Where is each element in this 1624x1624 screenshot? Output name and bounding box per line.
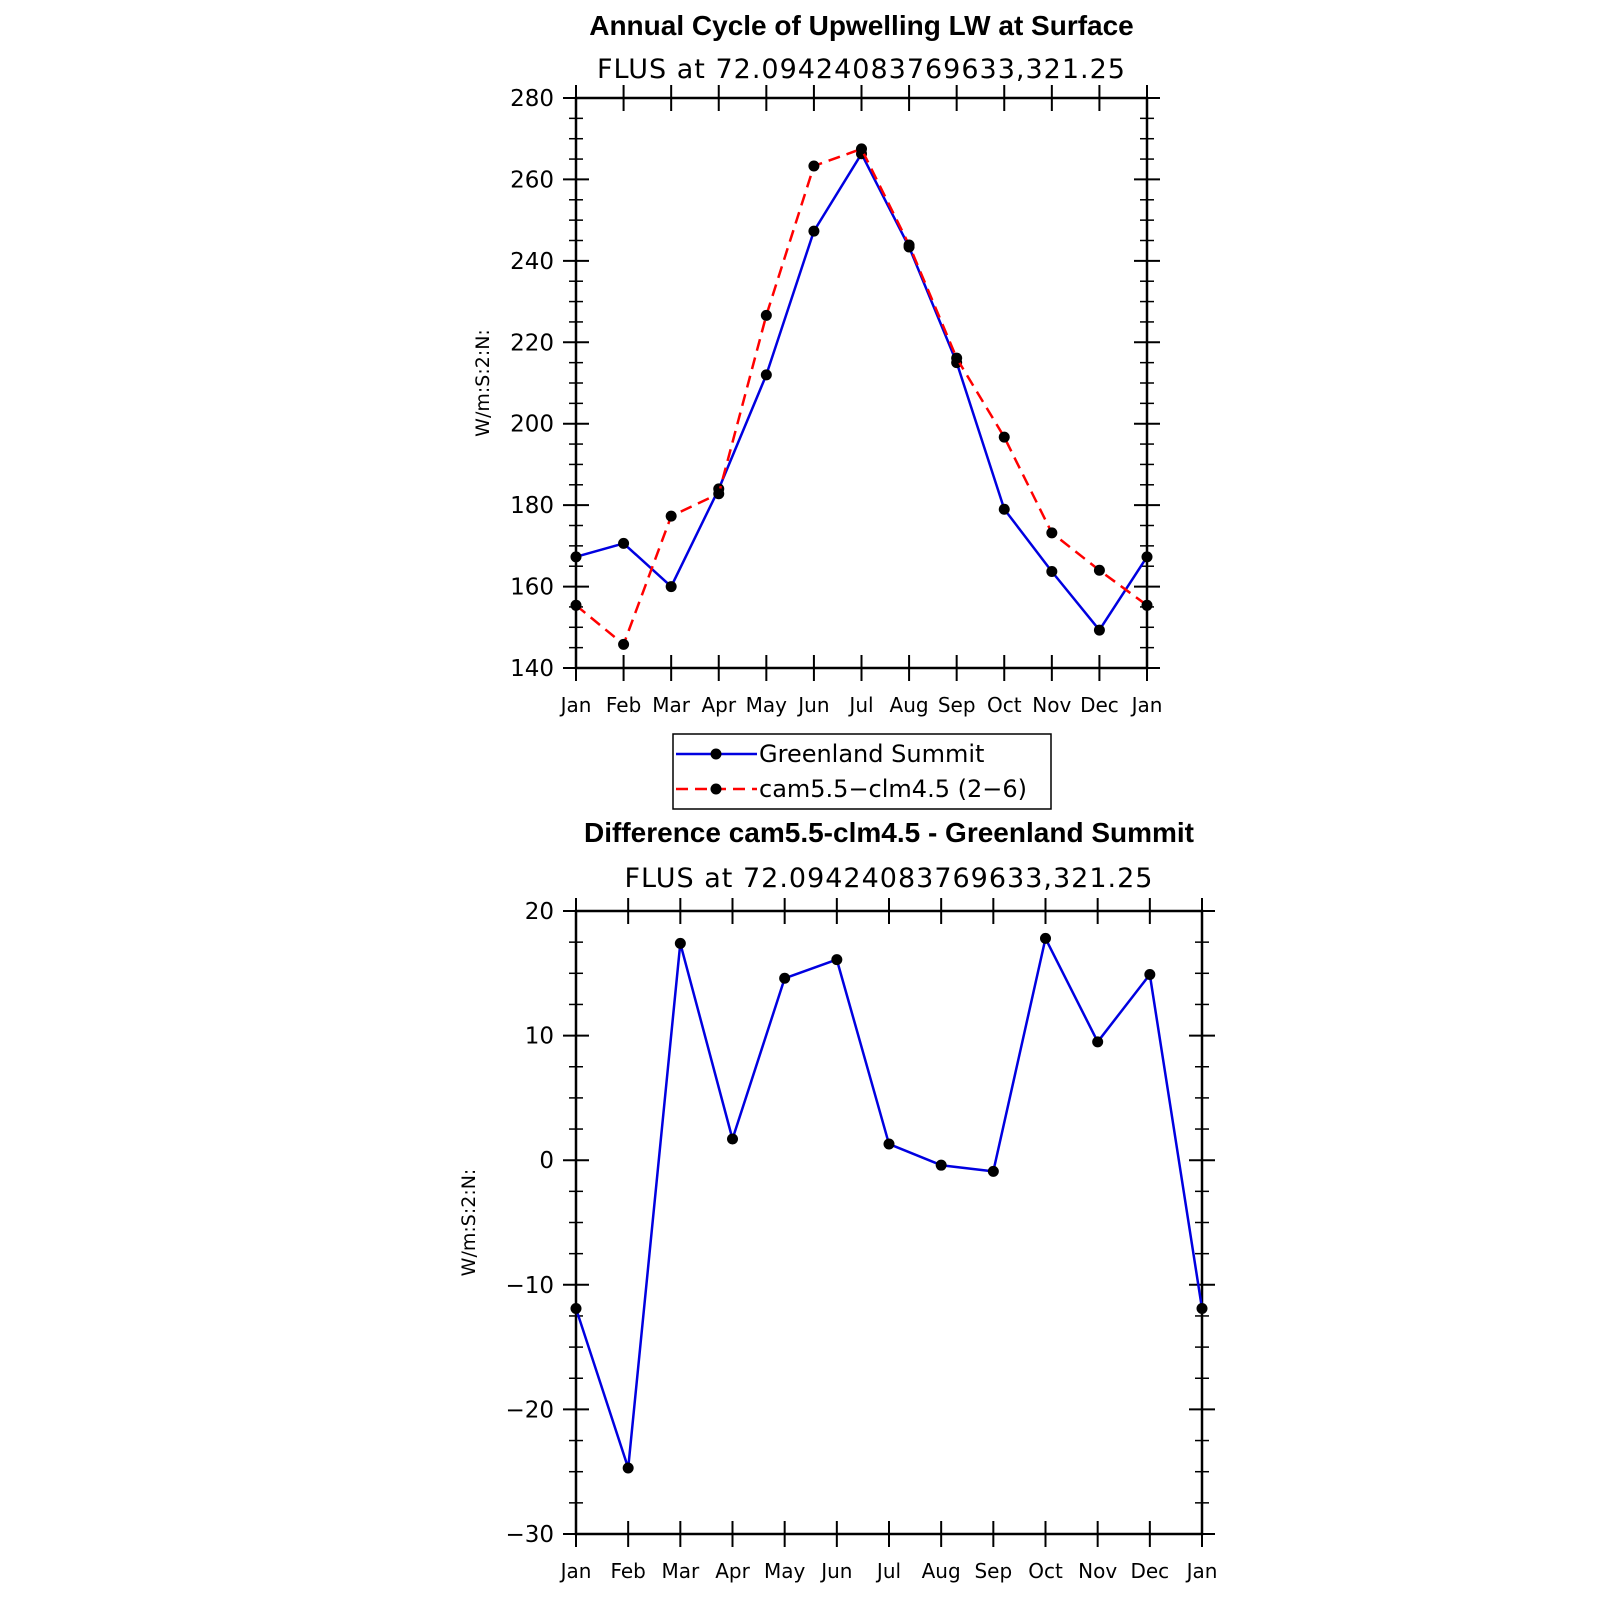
y-tick-label: 10 <box>524 1023 554 1050</box>
data-point <box>808 160 819 171</box>
data-point <box>936 1160 947 1171</box>
data-point <box>1094 625 1105 636</box>
y-tick-label: 220 <box>510 330 554 357</box>
data-point <box>1092 1036 1103 1047</box>
data-point <box>571 1303 582 1314</box>
x-tick-label: Jun <box>821 1559 853 1583</box>
data-point <box>808 226 819 237</box>
data-point <box>571 551 582 562</box>
data-point <box>1142 600 1153 611</box>
data-point <box>1142 551 1153 562</box>
data-point <box>1197 1303 1208 1314</box>
x-tick-label: Apr <box>701 693 737 717</box>
y-axis-label: W/m:S:2:N: <box>458 1168 480 1277</box>
x-tick-label: May <box>763 1559 806 1583</box>
y-tick-label: 200 <box>510 411 554 438</box>
x-tick-label: Aug <box>889 693 929 717</box>
x-tick-label: Jan <box>1186 1559 1218 1583</box>
legend <box>673 734 1051 809</box>
x-tick-label: Dec <box>1080 693 1119 717</box>
data-point <box>951 353 962 364</box>
chart-subtitle: FLUS at 72.09424083769633,321.25 <box>597 54 1126 85</box>
series-line-2 <box>576 149 1147 645</box>
data-point <box>779 973 790 984</box>
legend-label-2: cam5.5−clm4.5 (2−6) <box>759 775 1027 803</box>
y-tick-label: 140 <box>510 656 554 682</box>
legend-marker <box>711 749 722 760</box>
data-point <box>1046 527 1057 538</box>
data-point <box>618 538 629 549</box>
data-point <box>675 938 686 949</box>
x-tick-label: Apr <box>715 1559 750 1583</box>
x-tick-label: Jun <box>798 693 830 717</box>
x-tick-label: Jan <box>560 693 592 717</box>
data-point <box>713 488 724 499</box>
x-tick-label: Jul <box>876 1559 902 1583</box>
x-tick-label: Dec <box>1130 1559 1170 1583</box>
x-tick-label: Mar <box>661 1559 700 1583</box>
data-point <box>666 581 677 592</box>
y-tick-label: −20 <box>505 1397 554 1424</box>
y-tick-label: −10 <box>505 1272 554 1299</box>
y-tick-label: 0 <box>539 1148 554 1175</box>
data-point <box>904 239 915 250</box>
x-tick-label: Oct <box>986 693 1022 717</box>
x-tick-label: Jul <box>849 693 874 717</box>
y-tick-label: 160 <box>510 574 554 601</box>
x-tick-label: May <box>745 693 788 717</box>
legend-label-1: Greenland Summit <box>759 740 985 768</box>
data-point <box>761 310 772 321</box>
y-tick-label: −30 <box>505 1522 554 1548</box>
chart-2 <box>458 817 1217 1583</box>
data-point <box>1094 565 1105 576</box>
plot-frame <box>576 911 1202 1534</box>
data-point <box>1046 566 1057 577</box>
data-point <box>884 1139 895 1150</box>
x-tick-label: Feb <box>610 1559 646 1583</box>
series-line-1 <box>576 154 1147 630</box>
data-point <box>856 143 867 154</box>
data-point <box>727 1134 738 1145</box>
y-axis-label: W/m:S:2:N: <box>472 329 494 437</box>
y-tick-label: 260 <box>510 167 554 194</box>
series-line-1 <box>576 938 1202 1468</box>
x-tick-label: Sep <box>974 1559 1013 1583</box>
x-tick-label: Sep <box>937 693 976 717</box>
data-point <box>761 369 772 380</box>
y-tick-label: 20 <box>524 899 554 925</box>
chart-1 <box>472 10 1162 809</box>
y-tick-label: 180 <box>510 493 554 520</box>
x-tick-label: Jan <box>560 1559 592 1583</box>
x-tick-label: Nov <box>1032 693 1072 717</box>
data-point <box>666 511 677 522</box>
legend-marker <box>711 784 722 795</box>
x-tick-label: Aug <box>921 1559 961 1583</box>
data-point <box>623 1462 634 1473</box>
x-tick-label: Feb <box>605 693 642 717</box>
data-point <box>999 432 1010 443</box>
chart-title: Annual Cycle of Upwelling LW at Surface <box>589 10 1134 41</box>
x-tick-label: Mar <box>652 693 691 717</box>
y-tick-label: 240 <box>510 248 554 275</box>
data-point <box>618 639 629 650</box>
data-point <box>831 954 842 965</box>
chart-title: Difference cam5.5-clm4.5 - Greenland Summit <box>584 817 1194 848</box>
data-point <box>1040 933 1051 944</box>
data-point <box>999 504 1010 515</box>
x-tick-label: Jan <box>1131 693 1163 717</box>
data-point <box>988 1166 999 1177</box>
data-point <box>1144 969 1155 980</box>
data-point <box>571 600 582 611</box>
y-tick-label: 280 <box>510 86 554 112</box>
x-tick-label: Nov <box>1078 1559 1118 1583</box>
chart-subtitle: FLUS at 72.09424083769633,321.25 <box>624 863 1154 894</box>
x-tick-label: Oct <box>1028 1559 1063 1583</box>
